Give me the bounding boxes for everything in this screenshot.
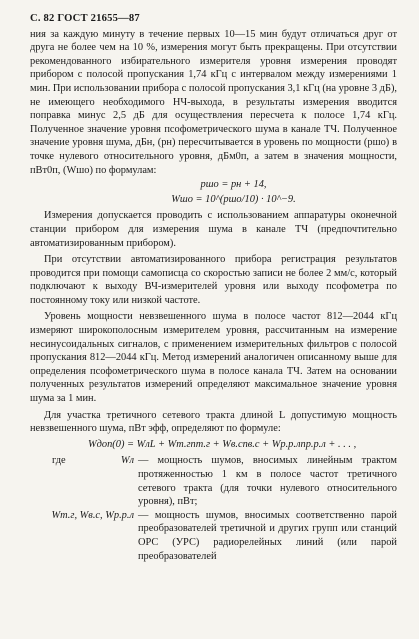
definition-text: — мощность шумов, вносимых соответственно парой преобразователей третичной и других групп или станций ОРС (УРС) радиорелейных линий (или парой преобразователей xyxy=(138,509,397,562)
paragraph-4: Уровень мощности невзвешенного шума в полосе частот 812—2044 кГц измеряют широкополосным измерителем уровня, рассчитанным на измерение несинусоидальных сигналов, с применением измерительных фильтров с полосой пропускания 812—2044 кГц. Метод измерений аналогичен описанному выше для определения псофометрического шума в полосе канала ТЧ. Затем на основании полученных результатов измерений определяют максимальное значение уровня шума за 1 мин. xyxy=(30,311,397,405)
paragraph-3: При отсутствии автоматизированного прибора регистрация результатов проводится при помощи самописца со скоростью записи не более 2 мм/с, который подключают к выходу ВЧ-измерителей уровня или выходу псофометра по постоянному току или низкой частоте. xyxy=(30,254,397,306)
definition-line-noise xyxy=(30,454,397,508)
paragraph-2: Измерения допускается проводить с использованием аппаратуры оконечной станции прибором для измерения шума в канале ТЧ (предпочтительно автоматизированным прибором). xyxy=(30,210,397,249)
formula-level-conversion: pшо = pн + 14, xyxy=(200,179,267,191)
formula-allowed-noise-power: Wдоп(0) = WлL + Wт.гnт.г + Wв.сnв.с + Wр.р.лnр.р.л + . . . , xyxy=(88,438,357,450)
paragraph-5: Для участка третичного сетевого тракта длиной L допустимую мощность невзвешенного шума, пВт эфф, определяют по формуле: xyxy=(30,409,397,435)
where-label: где xyxy=(52,455,66,467)
page-header: С. 82 ГОСТ 21655—87 xyxy=(30,13,140,24)
paragraph-1: ния за каждую минуту в течение первых 10—15 мин будут отличаться друг от друга не более чем на 10 %, измерения могут быть прекращены. При отсутствии рекомендованного избирательного измерителя уровня измерения проводят прибором с полосой пропускания 1,74 кГц с интервалом между измерениями 1 мин. При использовании прибора с полосой пропускания 3,1 кГц (на уровне 3 дБ), не имеющего необходимого НЧ-выхода, в результаты измерения вводится поправка минус 2,5 дБ для осуществления пересчета к полосе 1,74 кГц. Полученное значение уровня псофометрического шума в канале ТЧ. Полученное значение уровня шума, дБн, (рн) пересчитывается в уровень по мощности (pшо) в точке нулевого относительного уровня, дБм0п, а затем в значения мощности, пВт0п, (Wшо) по формулам: xyxy=(30,28,397,176)
symbol-w-line: Wл xyxy=(120,455,134,467)
symbol-w-converters: Wт.г, Wв.с, Wр.р.л xyxy=(51,509,134,521)
definitions-list xyxy=(30,454,397,563)
definition-text: — мощность шумов, вносимых линейным трактом протяженностью 1 км в полосе частот третичного сетевого тракта (для точки нулевого относительного уровня), пВт; xyxy=(138,455,397,508)
formula-power-conversion: Wшо = 10^(pшо/10) · 10^−9. xyxy=(171,193,296,205)
definition-converter-noise xyxy=(30,509,397,563)
